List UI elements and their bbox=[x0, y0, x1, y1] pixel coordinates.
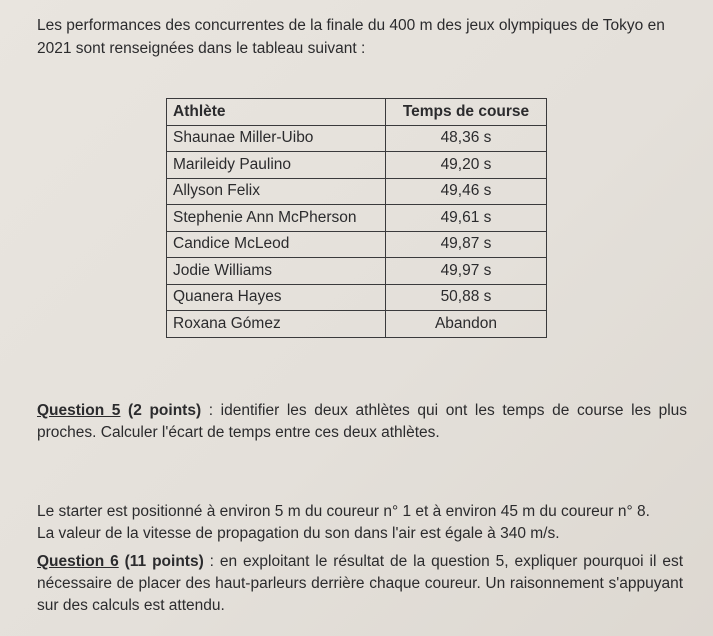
context-line-2: La valeur de la vitesse de propagation du son dans l'air est égale à 340 m/s. bbox=[37, 525, 560, 542]
header-athlete: Athlète bbox=[167, 99, 386, 126]
table-row bbox=[167, 152, 547, 179]
table-header-row bbox=[167, 99, 547, 126]
question-6-label: Question 6 bbox=[37, 553, 119, 570]
race-time: 48,36 s bbox=[386, 125, 547, 152]
table-row bbox=[167, 311, 547, 338]
race-time: 50,88 s bbox=[386, 284, 547, 311]
race-time: 49,87 s bbox=[386, 231, 547, 258]
race-time: 49,46 s bbox=[386, 178, 547, 205]
table-row bbox=[167, 258, 547, 285]
context-paragraph bbox=[37, 501, 687, 545]
table-row bbox=[167, 205, 547, 232]
question-5 bbox=[37, 400, 687, 444]
question-5-points: (2 points) bbox=[128, 402, 202, 419]
race-time: Abandon bbox=[386, 311, 547, 338]
table-row bbox=[167, 284, 547, 311]
athlete-name: Marileidy Paulino bbox=[167, 152, 386, 179]
athlete-name: Quanera Hayes bbox=[167, 284, 386, 311]
athlete-name: Shaunae Miller-Uibo bbox=[167, 125, 386, 152]
athlete-name: Jodie Williams bbox=[167, 258, 386, 285]
intro-paragraph: Les performances des concurrentes de la finale du 400 m des jeux olympiques de Tokyo en 2021 sont renseignées dans le tableau suivant : bbox=[37, 17, 665, 57]
table-row bbox=[167, 125, 547, 152]
question-6-points: (11 points) bbox=[124, 553, 204, 570]
athlete-name: Stephenie Ann McPherson bbox=[167, 205, 386, 232]
question-5-label: Question 5 bbox=[37, 402, 121, 419]
race-time: 49,20 s bbox=[386, 152, 547, 179]
athlete-name: Allyson Felix bbox=[167, 178, 386, 205]
question-6-text: : en exploitant le résultat de la question 5, expliquer pourquoi il est nécessaire de placer des haut-parleurs derrière chaque coureur. Un raisonnement s'appuyant sur des calculs est attendu. bbox=[37, 553, 683, 614]
header-time: Temps de course bbox=[386, 99, 547, 126]
race-time: 49,97 s bbox=[386, 258, 547, 285]
athlete-name: Candice McLeod bbox=[167, 231, 386, 258]
race-time: 49,61 s bbox=[386, 205, 547, 232]
context-line-1: Le starter est positionné à environ 5 m du coureur n° 1 et à environ 45 m du coureur n° 8. bbox=[37, 503, 650, 520]
table-row bbox=[167, 231, 547, 258]
table-row bbox=[167, 178, 547, 205]
question-6 bbox=[37, 551, 683, 617]
question-5-text: : identifier les deux athlètes qui ont les temps de course les plus proches. Calculer l'écart de temps entre ces deux athlètes. bbox=[37, 402, 688, 441]
results-table bbox=[166, 98, 547, 338]
athlete-name: Roxana Gómez bbox=[167, 311, 386, 338]
